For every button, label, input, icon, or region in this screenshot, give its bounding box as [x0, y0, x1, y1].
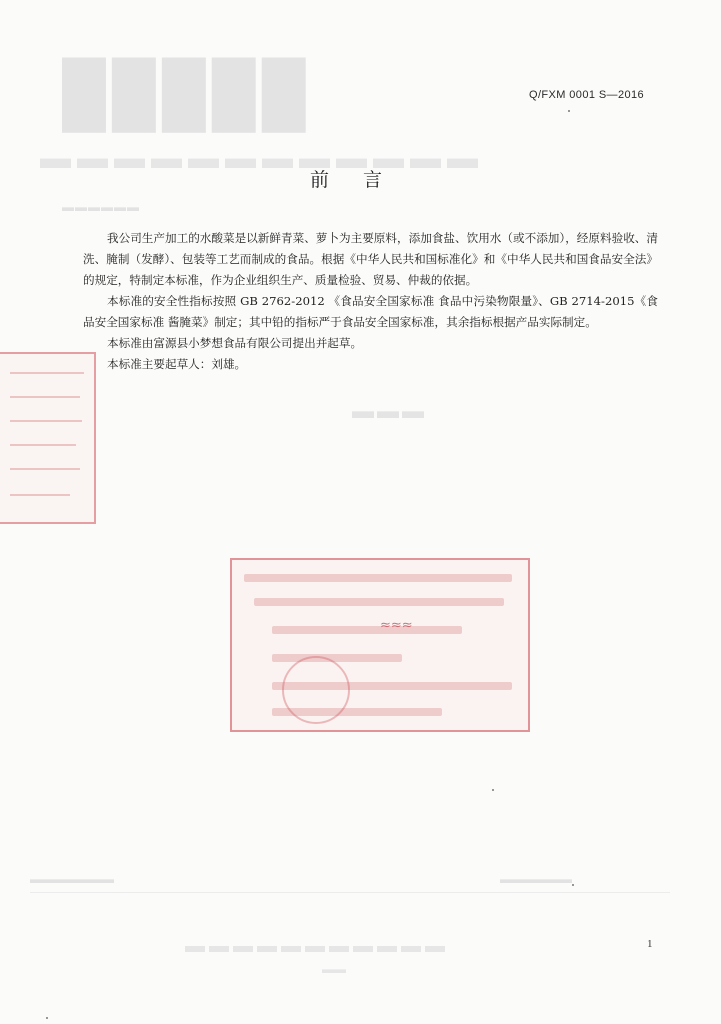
- paragraph: 本标准的安全性指标按照 GB 2762-2012 《食品安全国家标准 食品中污染物限量》、GB 2714-2015《食品安全国家标准 酱腌菜》制定；其中铅的指标严于食品安全国家标准，其余指标根据产品实际制定。: [83, 294, 658, 329]
- standard-code: Q/FXM 0001 S—2016: [529, 89, 645, 101]
- bleed-through-date-line: ▬▬▬▬▬▬▬ ▬▬▬▬▬▬: [30, 872, 670, 886]
- bleed-through-footer-sub: ▬▬: [322, 962, 346, 976]
- bleed-through-logo: █████: [62, 59, 312, 128]
- bleed-through-code-line: ▬▬▬▬▬▬: [62, 200, 140, 214]
- bleed-through-product-title: ▬▬▬: [352, 398, 427, 423]
- bleed-through-company-line: ▬▬▬▬▬▬▬▬▬▬▬▬: [40, 140, 484, 175]
- page-number: 1: [647, 938, 653, 950]
- stamp-seal-mark: [282, 656, 350, 724]
- page-heading: 前言: [310, 169, 417, 191]
- paragraph: 本标准主要起草人：刘雄。: [107, 357, 247, 371]
- paragraph: 本标准由富源县小梦想食品有限公司提出并起草。: [107, 336, 363, 350]
- bleed-through-footer: ▬▬▬▬▬▬▬▬▬▬▬: [185, 935, 449, 957]
- preface-body: [83, 228, 658, 375]
- paragraph: 我公司生产加工的水酸菜是以新鲜青菜、萝卜为主要原料，添加食盐、饮用水（或不添加），经原料验收、清洗、腌制（发酵）、包装等工艺而制成的食品。根据《中华人民共和国标准化》和《中华人民共和国食品安全法》的规定，特制定本标准，作为企业组织生产、质量检验、贸易、仲裁的依据。: [83, 231, 658, 287]
- filing-stamp-partial: [0, 352, 96, 524]
- filing-stamp: ≈≈≈: [230, 558, 530, 732]
